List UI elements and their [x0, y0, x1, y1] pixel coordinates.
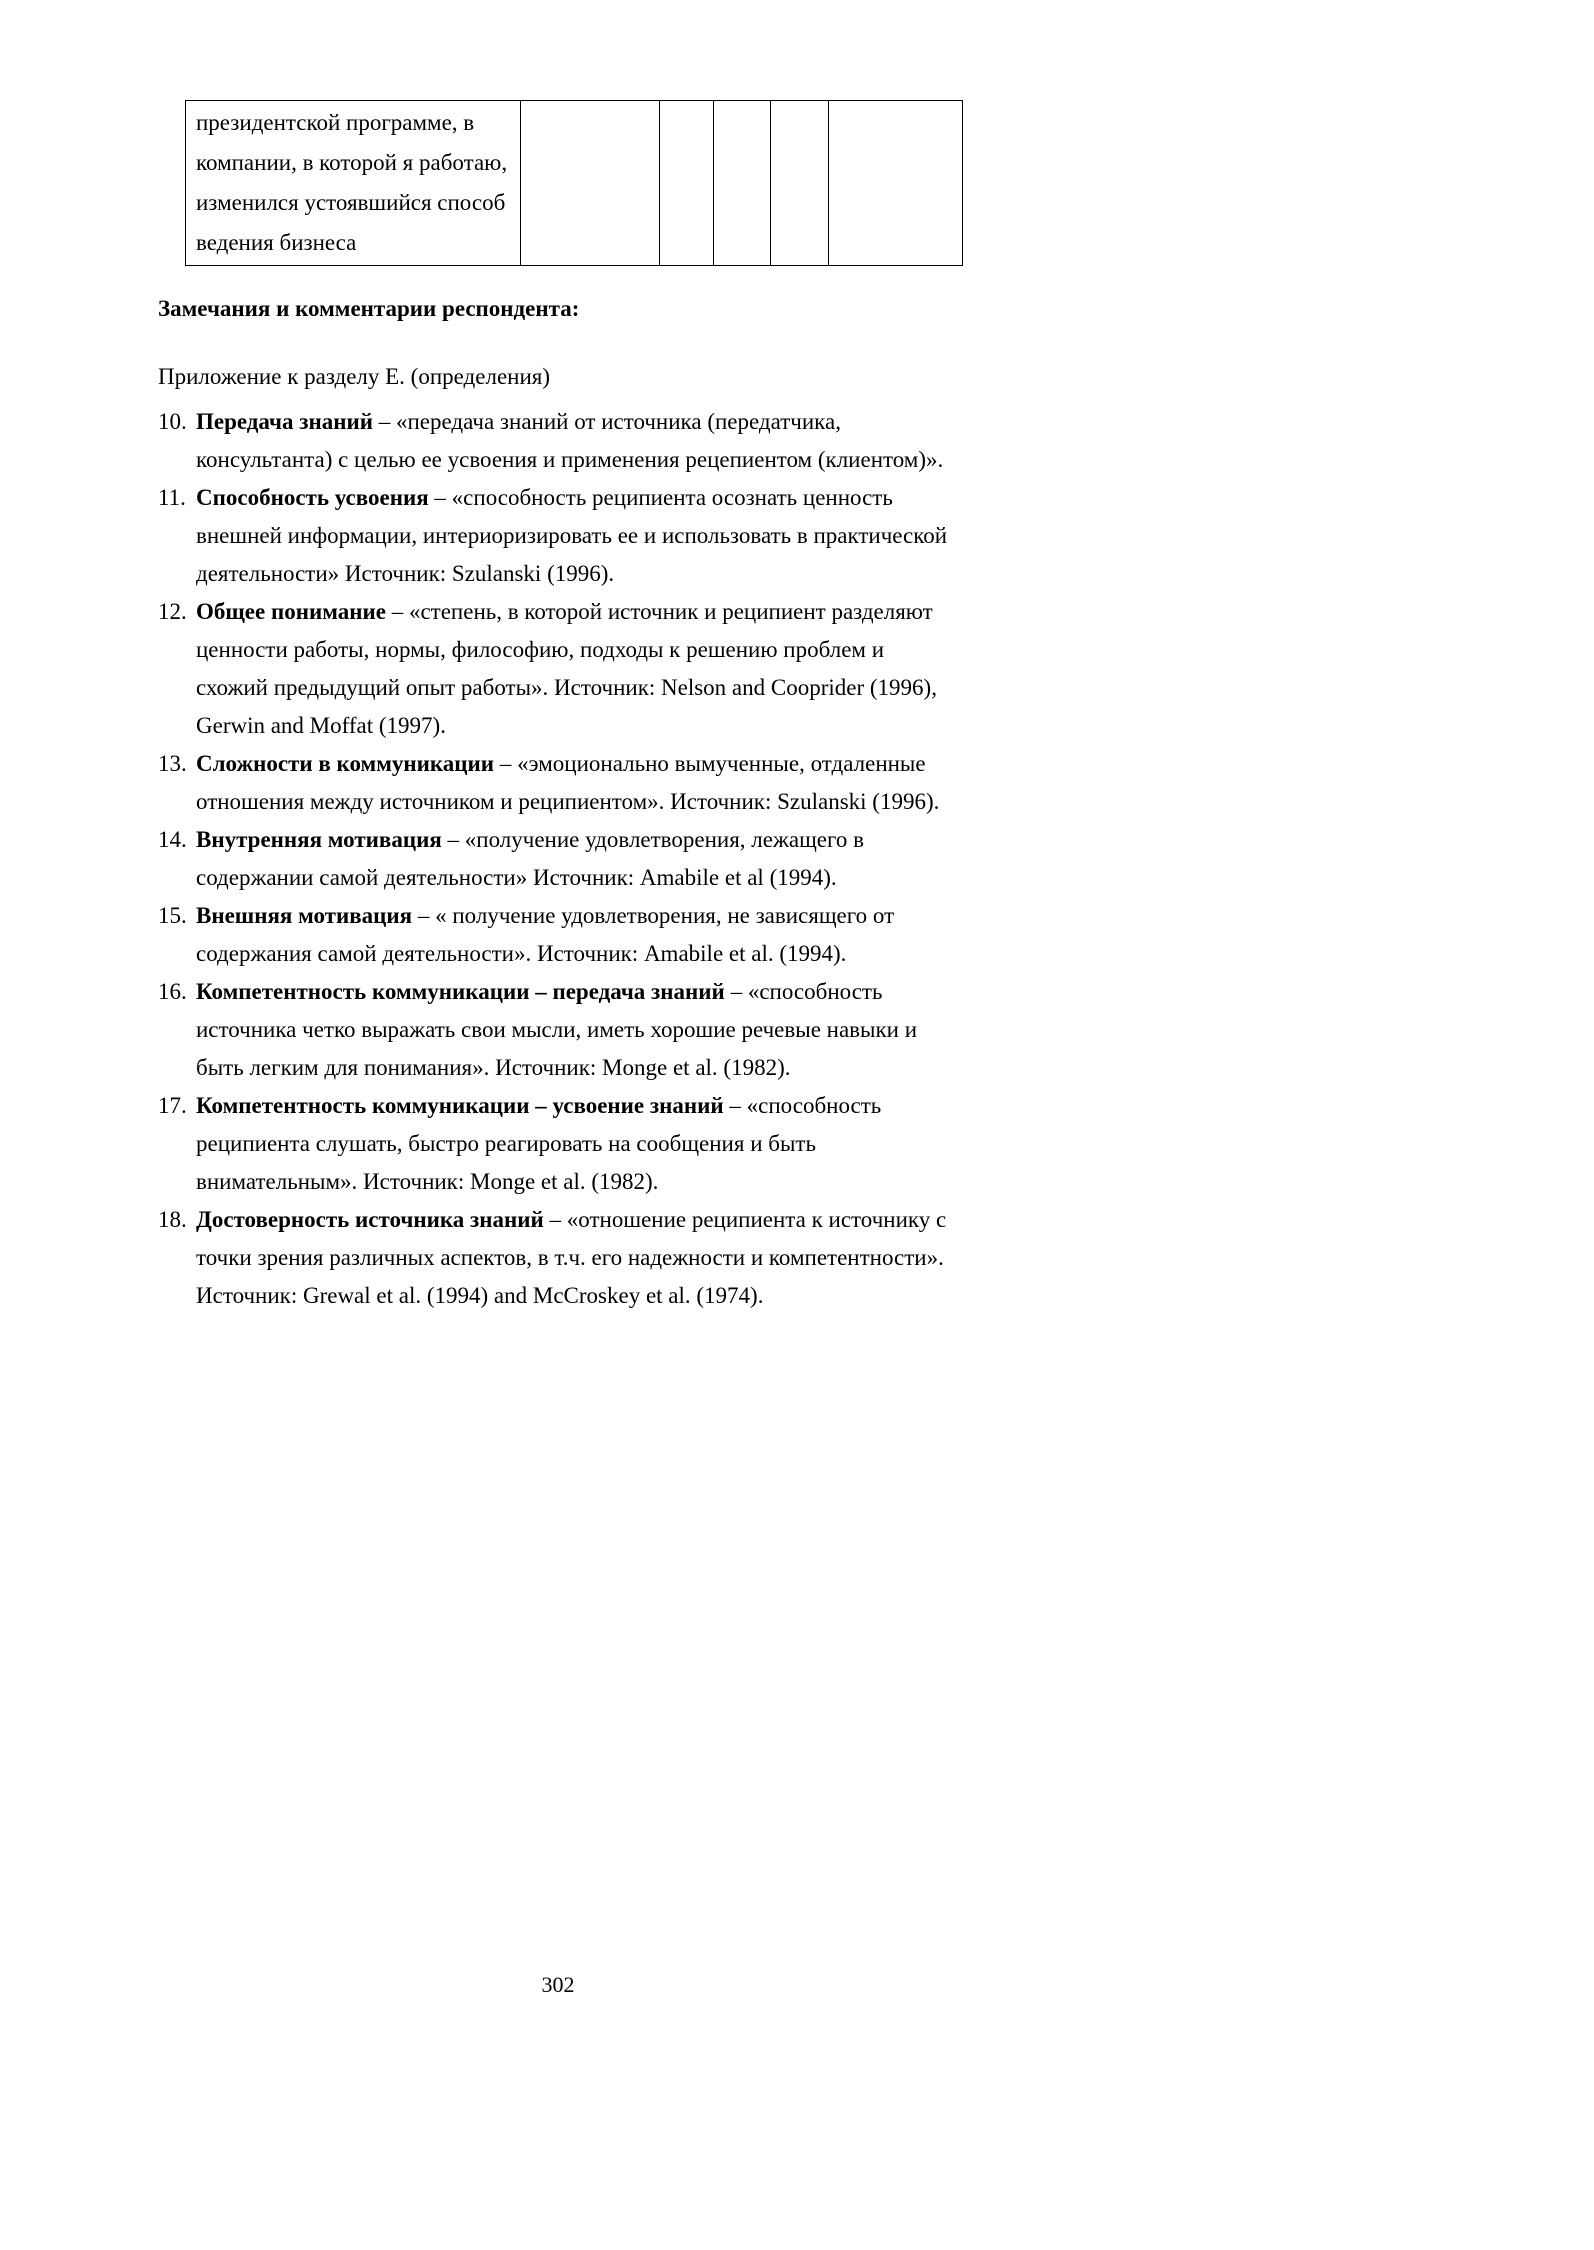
definition-number: 14.	[158, 827, 187, 852]
question-line: ведения бизнеса	[196, 230, 357, 255]
definition-term: Общее понимание	[196, 599, 386, 624]
definitions-list	[158, 403, 958, 1315]
definition-text: «получение удовлетворения, лежащего в содержании самой деятельности» Источник: Amabile et al (1994).	[196, 827, 864, 890]
definition-separator: –	[428, 485, 452, 510]
definition-text: « получение удовлетворения, не зависящего от содержания самой деятельности». Источник: Amabile et al. (1994).	[196, 903, 895, 966]
table-cell-empty	[714, 101, 771, 266]
definition-text: «способность реципиента слушать, быстро реагировать на сообщения и быть внимательным». Источник: Monge et al. (1982).	[196, 1093, 882, 1194]
definition-term: Способность усвоения	[196, 485, 429, 510]
definition-text: «эмоционально вымученные, отдаленные отношения между источником и реципиентом». Источник: Szulanski (1996).	[196, 751, 940, 814]
table-row	[186, 101, 963, 266]
definition-item	[158, 1087, 958, 1201]
definition-separator: –	[385, 599, 409, 624]
definition-text: «передача знаний от источника (передатчика, консультанта) с целью ее усвоения и применения рецепиентом (клиентом)».	[196, 409, 944, 472]
definition-term: Компетентность коммуникации – передача знаний	[196, 979, 725, 1004]
definition-text: «отношение реципиента к источнику с точки зрения различных аспектов, в т.ч. его надежности и компетентности». Источник: Grewal et al. (1994) and McCroskey et al. (1974).	[196, 1207, 947, 1308]
definition-separator: –	[441, 827, 465, 852]
definition-term: Внутренняя мотивация	[196, 827, 442, 852]
definition-number: 11.	[158, 485, 186, 510]
question-line: президентской программе, в	[196, 110, 475, 135]
definition-item	[158, 745, 958, 821]
questionnaire-table	[185, 100, 963, 266]
definition-item	[158, 403, 958, 479]
definition-item	[158, 593, 958, 745]
definition-number: 13.	[158, 751, 187, 776]
definition-item	[158, 973, 958, 1087]
table-cell-empty	[771, 101, 829, 266]
definition-number: 12.	[158, 599, 187, 624]
definition-number: 10.	[158, 409, 187, 434]
table-cell-empty	[521, 101, 660, 266]
definition-separator: –	[723, 1093, 747, 1118]
definition-number: 17.	[158, 1093, 187, 1118]
definition-term: Передача знаний	[196, 409, 373, 434]
definition-text: «способность реципиента осознать ценность внешней информации, интериоризировать ее и использовать в практической деятельности» Источник: Szulanski (1996).	[196, 485, 948, 586]
page-number: 302	[541, 1972, 575, 1997]
definition-number: 15.	[158, 903, 187, 928]
definition-item	[158, 479, 958, 593]
definition-separator: –	[372, 409, 396, 434]
table-cell-empty	[660, 101, 714, 266]
question-line: компании, в которой я работаю,	[196, 150, 508, 175]
definition-term: Достоверность источника знаний	[196, 1207, 544, 1232]
table-cell-empty	[829, 101, 963, 266]
definition-text: «способность источника четко выражать свои мысли, иметь хорошие речевые навыки и быть легким для понимания». Источник: Monge et al. (1982).	[196, 979, 918, 1080]
appendix-heading: Приложение к разделу Е. (определения)	[158, 364, 551, 389]
definition-number: 18.	[158, 1207, 187, 1232]
definition-separator: –	[724, 979, 748, 1004]
question-line: изменился устоявшийся способ	[196, 190, 506, 215]
comments-heading: Замечания и комментарии респондента:	[158, 296, 580, 321]
definition-item	[158, 1201, 958, 1315]
definition-text: «степень, в которой источник и реципиент разделяют ценности работы, нормы, философию, подходы к решению проблем и схожий предыдущий опыт работы». Источник: Nelson and Cooprider (1996), Gerwin and Moffat (1997).	[196, 599, 937, 738]
definition-term: Компетентность коммуникации – усвоение знаний	[196, 1093, 724, 1118]
definition-item	[158, 897, 958, 973]
definition-term: Сложности в коммуникации	[196, 751, 495, 776]
definition-separator: –	[543, 1207, 567, 1232]
definition-separator: –	[494, 751, 518, 776]
definition-separator: –	[412, 903, 436, 928]
table-cell-question	[186, 101, 521, 266]
definition-item	[158, 821, 958, 897]
definition-term: Внешняя мотивация	[196, 903, 413, 928]
definition-number: 16.	[158, 979, 187, 1004]
